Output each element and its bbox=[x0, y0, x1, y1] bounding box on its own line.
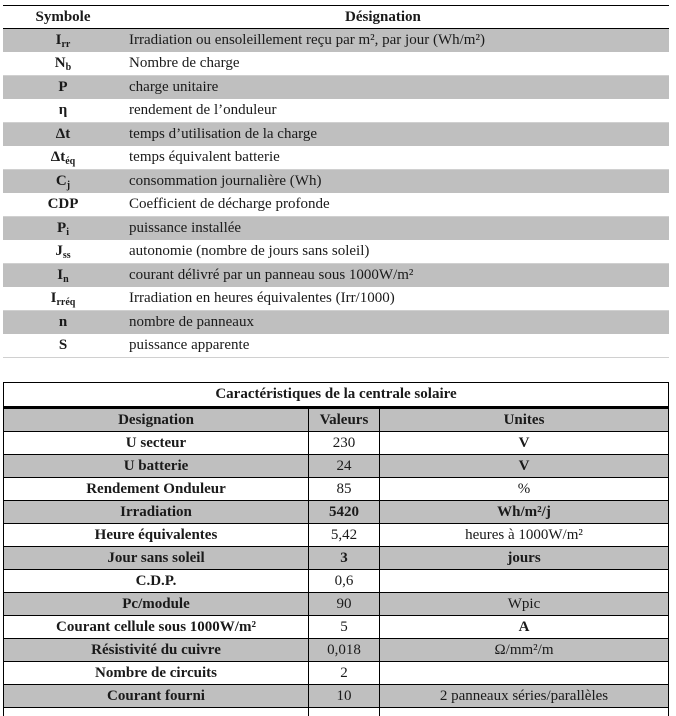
designation-cell: Heure équivalentes bbox=[4, 524, 309, 547]
designation-cell: temps d’utilisation de la charge bbox=[123, 123, 669, 147]
table-row bbox=[3, 76, 669, 100]
designation-cell: U secteur bbox=[4, 432, 309, 455]
designation-cell: Irradiation en heures équivalentes (Irr/1000) bbox=[123, 287, 669, 311]
unit-cell: % bbox=[380, 478, 669, 501]
symbol-column-header: Symbole bbox=[3, 6, 123, 29]
designation-cell: temps équivalent batterie bbox=[123, 146, 669, 170]
table-row bbox=[4, 432, 669, 455]
value-cell: 0,6 bbox=[309, 570, 380, 593]
table-row bbox=[4, 639, 669, 662]
designation-cell: rendement de l’onduleur bbox=[123, 99, 669, 123]
designation-cell: puissance installée bbox=[123, 217, 669, 241]
unit-cell bbox=[380, 662, 669, 685]
symbol-base: S bbox=[59, 337, 67, 353]
symbol-base: n bbox=[59, 314, 67, 330]
value-cell: 230 bbox=[309, 432, 380, 455]
symbol-cell bbox=[3, 29, 123, 53]
symbols-header-row bbox=[3, 6, 669, 29]
symbol-subscript: éq bbox=[65, 156, 75, 167]
unit-cell: jours bbox=[380, 547, 669, 570]
symbol-cell bbox=[3, 52, 123, 76]
symbol-subscript: ss bbox=[63, 250, 71, 261]
symbol-subscript: rr bbox=[61, 39, 70, 50]
unit-cell bbox=[380, 570, 669, 593]
designation-cell: Jour sans soleil bbox=[4, 547, 309, 570]
characteristics-caption: Caractéristiques de la centrale solaire bbox=[4, 383, 669, 408]
unit-cell: Wh/m²/j bbox=[380, 501, 669, 524]
symbol-base: CDP bbox=[48, 196, 79, 212]
designation-cell: Rendement Onduleur bbox=[4, 478, 309, 501]
value-cell: 5,42 bbox=[309, 524, 380, 547]
designation-cell: Irradiation ou ensoleillement reçu par m², par jour (Wh/m²) bbox=[123, 29, 669, 53]
continuation-cell bbox=[4, 708, 309, 716]
value-cell: 90 bbox=[309, 593, 380, 616]
value-cell: 10 bbox=[309, 685, 380, 708]
designation-column-header: Designation bbox=[4, 408, 309, 432]
symbol-cell bbox=[3, 170, 123, 194]
table-row bbox=[4, 478, 669, 501]
symbol-cell bbox=[3, 334, 123, 358]
table-row bbox=[4, 593, 669, 616]
table-row bbox=[4, 685, 669, 708]
value-cell: 24 bbox=[309, 455, 380, 478]
symbol-subscript: j bbox=[67, 180, 70, 191]
designation-cell: courant délivré par un panneau sous 1000W/m² bbox=[123, 264, 669, 288]
designation-cell: autonomie (nombre de jours sans soleil) bbox=[123, 240, 669, 264]
designation-cell: nombre de panneaux bbox=[123, 311, 669, 335]
value-cell: 85 bbox=[309, 478, 380, 501]
table-row bbox=[3, 311, 669, 335]
designation-column-header: Désignation bbox=[123, 6, 669, 29]
designation-cell: U batterie bbox=[4, 455, 309, 478]
symbol-cell bbox=[3, 264, 123, 288]
symbol-base: I bbox=[57, 267, 63, 283]
symbol-subscript: b bbox=[66, 62, 72, 73]
value-cell: 5 bbox=[309, 616, 380, 639]
table-row bbox=[3, 52, 669, 76]
symbol-base: η bbox=[59, 102, 68, 118]
symbol-cell bbox=[3, 240, 123, 264]
designation-cell: Courant cellule sous 1000W/m² bbox=[4, 616, 309, 639]
unit-cell: heures à 1000W/m² bbox=[380, 524, 669, 547]
designation-cell: consommation journalière (Wh) bbox=[123, 170, 669, 194]
table-row bbox=[4, 455, 669, 478]
table-row bbox=[4, 524, 669, 547]
symbols-table bbox=[3, 5, 669, 358]
symbol-cell bbox=[3, 99, 123, 123]
symbol-cell bbox=[3, 76, 123, 100]
value-cell: 2 bbox=[309, 662, 380, 685]
symbol-subscript: rréq bbox=[56, 297, 75, 308]
table-row bbox=[4, 501, 669, 524]
value-column-header: Valeurs bbox=[309, 408, 380, 432]
designation-cell: Courant fourni bbox=[4, 685, 309, 708]
table-row bbox=[3, 99, 669, 123]
symbol-base: I bbox=[56, 32, 62, 48]
continuation-cell bbox=[309, 708, 380, 716]
table-row bbox=[3, 264, 669, 288]
characteristics-table bbox=[3, 382, 669, 716]
table-row bbox=[3, 217, 669, 241]
unit-cell: Ω/mm²/m bbox=[380, 639, 669, 662]
symbol-cell bbox=[3, 217, 123, 241]
value-cell: 5420 bbox=[309, 501, 380, 524]
table-row bbox=[4, 616, 669, 639]
symbol-base: P bbox=[57, 220, 66, 236]
table-row bbox=[3, 146, 669, 170]
designation-cell: Nombre de charge bbox=[123, 52, 669, 76]
table-row bbox=[4, 662, 669, 685]
designation-cell: Résistivité du cuivre bbox=[4, 639, 309, 662]
symbol-base: N bbox=[55, 55, 66, 71]
value-cell: 3 bbox=[309, 547, 380, 570]
characteristics-header-row bbox=[4, 408, 669, 432]
table-row bbox=[4, 547, 669, 570]
symbol-base: I bbox=[51, 290, 57, 306]
symbol-base: Δt bbox=[51, 149, 65, 165]
designation-cell: charge unitaire bbox=[123, 76, 669, 100]
designation-cell: C.D.P. bbox=[4, 570, 309, 593]
designation-cell: Nombre de circuits bbox=[4, 662, 309, 685]
symbol-cell bbox=[3, 287, 123, 311]
symbol-cell bbox=[3, 123, 123, 147]
designation-cell: Pc/module bbox=[4, 593, 309, 616]
designation-cell: Irradiation bbox=[4, 501, 309, 524]
table-row bbox=[3, 287, 669, 311]
unit-cell: V bbox=[380, 432, 669, 455]
designation-cell: Coefficient de décharge profonde bbox=[123, 193, 669, 217]
symbol-cell bbox=[3, 146, 123, 170]
value-cell: 0,018 bbox=[309, 639, 380, 662]
symbol-subscript: n bbox=[63, 274, 69, 285]
symbol-cell bbox=[3, 311, 123, 335]
symbol-base: P bbox=[58, 79, 67, 95]
unit-cell: V bbox=[380, 455, 669, 478]
symbol-base: Δt bbox=[56, 126, 70, 142]
unit-cell: Wpic bbox=[380, 593, 669, 616]
table-continuation bbox=[4, 708, 669, 716]
table-row bbox=[3, 240, 669, 264]
table-row bbox=[3, 123, 669, 147]
table-row bbox=[3, 334, 669, 358]
unit-cell: A bbox=[380, 616, 669, 639]
unit-cell: 2 panneaux séries/parallèles bbox=[380, 685, 669, 708]
symbol-base: J bbox=[55, 243, 63, 259]
continuation-cell bbox=[380, 708, 669, 716]
symbol-subscript: i bbox=[66, 227, 69, 238]
table-row bbox=[3, 193, 669, 217]
table-row bbox=[3, 170, 669, 194]
unit-column-header: Unites bbox=[380, 408, 669, 432]
designation-cell: puissance apparente bbox=[123, 334, 669, 358]
table-row bbox=[3, 29, 669, 53]
table-row bbox=[4, 570, 669, 593]
symbol-base: C bbox=[56, 173, 67, 189]
symbol-cell bbox=[3, 193, 123, 217]
